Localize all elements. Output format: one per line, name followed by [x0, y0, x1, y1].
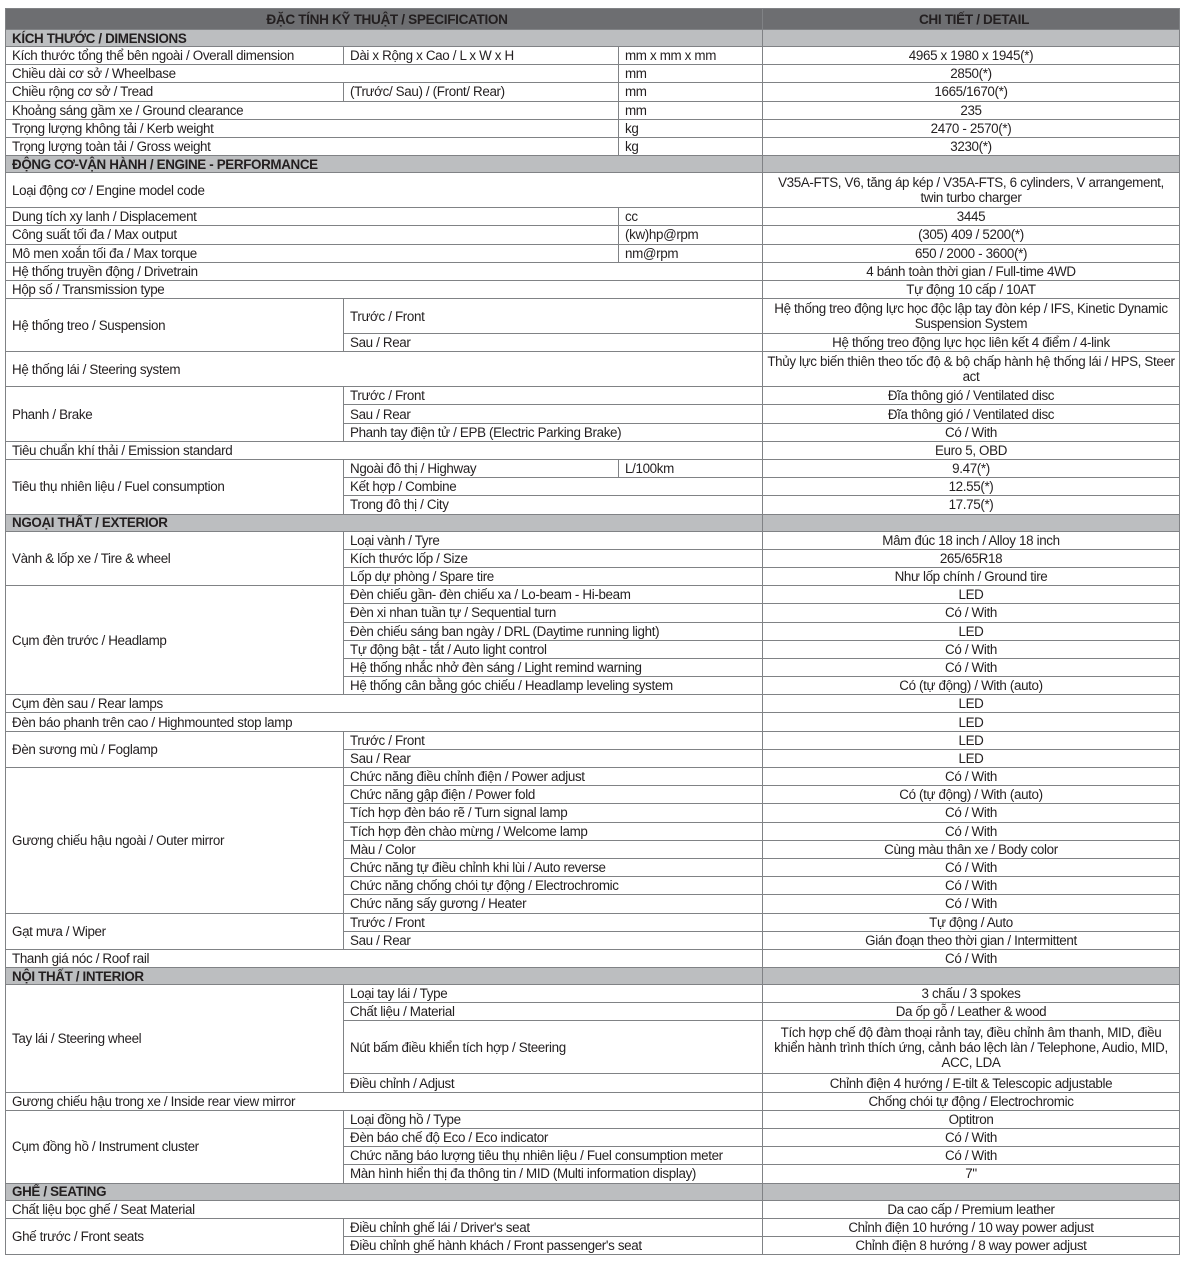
spec-unit: mm: [619, 65, 763, 83]
spec-unit: kg: [619, 137, 763, 155]
spec-detail: Có / With: [763, 858, 1180, 876]
table-row: [6, 713, 1180, 731]
spec-detail: Đĩa thông gió / Ventilated disc: [763, 387, 1180, 405]
section-title: KÍCH THƯỚC / DIMENSIONS: [6, 30, 763, 47]
section-title: ĐỘNG CƠ-VẬN HÀNH / ENGINE - PERFORMANCE: [6, 156, 763, 173]
table-row: [6, 1200, 1180, 1218]
spec-sub: Chất liệu / Material: [344, 1003, 763, 1021]
spec-name: Đèn báo phanh trên cao / Highmounted stop lamp: [6, 713, 763, 731]
spec-name: Hệ thống lái / Steering system: [6, 352, 763, 387]
spec-detail: Tích hợp chế độ đàm thoại rảnh tay, điều chỉnh âm thanh, MID, điều khiển hành trình thích ứng, cảnh báo lệch làn / Telephone, Audio, MID, ACC, LDA: [763, 1021, 1180, 1074]
spec-unit: mm: [619, 101, 763, 119]
table-row: [6, 299, 1180, 334]
spec-detail: 4965 x 1980 x 1945(*): [763, 47, 1180, 65]
spec-name: Ghế trước / Front seats: [6, 1218, 344, 1254]
spec-sub: Loại đồng hồ / Type: [344, 1110, 763, 1128]
spec-unit: mm: [619, 83, 763, 101]
spec-name: Hệ thống truyền động / Drivetrain: [6, 262, 763, 280]
spec-detail: Cùng màu thân xe / Body color: [763, 840, 1180, 858]
spec-detail: Có / With: [763, 949, 1180, 967]
spec-name: Vành & lốp xe / Tire & wheel: [6, 531, 344, 586]
spec-name: Trọng lượng không tải / Kerb weight: [6, 119, 619, 137]
section-header-row: [6, 156, 1180, 173]
spec-sub: Trước / Front: [344, 299, 763, 334]
table-row: [6, 460, 1180, 478]
spec-sub: Loại tay lái / Type: [344, 985, 763, 1003]
spec-detail: Có / With: [763, 604, 1180, 622]
spec-sub: Màu / Color: [344, 840, 763, 858]
spec-detail: Có (tự động) / With (auto): [763, 786, 1180, 804]
detail-column-header: CHI TIẾT / DETAIL: [763, 9, 1180, 30]
spec-detail: Đĩa thông gió / Ventilated disc: [763, 405, 1180, 423]
spec-unit: cc: [619, 208, 763, 226]
spec-detail: Da cao cấp / Premium leather: [763, 1200, 1180, 1218]
spec-detail: Hệ thống treo động lực học liên kết 4 điểm / 4-link: [763, 334, 1180, 352]
spec-sub: Tích hợp đèn chào mừng / Welcome lamp: [344, 822, 763, 840]
table-row: [6, 65, 1180, 83]
spec-name: Tiêu thụ nhiên liệu / Fuel consumption: [6, 460, 344, 515]
table-row: [6, 137, 1180, 155]
section-title: NỘI THẤT / INTERIOR: [6, 968, 763, 985]
spec-sub: Chức năng gập điện / Power fold: [344, 786, 763, 804]
spec-name: Gương chiếu hậu ngoài / Outer mirror: [6, 768, 344, 914]
spec-name: Chiều dài cơ sở / Wheelbase: [6, 65, 619, 83]
spec-name: Hệ thống treo / Suspension: [6, 299, 344, 352]
spec-sub: Đèn báo chế độ Eco / Eco indicator: [344, 1129, 763, 1147]
spec-name: Cụm đèn trước / Headlamp: [6, 586, 344, 695]
spec-name: Trọng lượng toàn tải / Gross weight: [6, 137, 619, 155]
spec-name: Cụm đồng hồ / Instrument cluster: [6, 1110, 344, 1183]
table-row: [6, 226, 1180, 244]
spec-sub: Chức năng chống chói tự động / Electrochromic: [344, 877, 763, 895]
spec-detail: Có / With: [763, 804, 1180, 822]
section-header-row: [6, 514, 1180, 531]
table-row: [6, 913, 1180, 931]
spec-detail: LED: [763, 586, 1180, 604]
table-row: [6, 949, 1180, 967]
spec-sub: Tích hợp đèn báo rẽ / Turn signal lamp: [344, 804, 763, 822]
spec-unit: (kw)hp@rpm: [619, 226, 763, 244]
spec-unit: nm@rpm: [619, 244, 763, 262]
spec-sub: Chức năng tự điều chỉnh khi lùi / Auto reverse: [344, 858, 763, 876]
table-row: [6, 531, 1180, 549]
spec-sub: Trước / Front: [344, 731, 763, 749]
spec-sub: Nút bấm điều khiển tích hợp / Steering: [344, 1021, 763, 1074]
table-header-row: [6, 9, 1180, 30]
spec-detail: 3445: [763, 208, 1180, 226]
spec-name: Phanh / Brake: [6, 387, 344, 442]
spec-name: Chất liệu bọc ghế / Seat Material: [6, 1200, 763, 1218]
spec-detail: Có / With: [763, 822, 1180, 840]
spec-sub: Lốp dự phòng / Spare tire: [344, 567, 763, 585]
spec-sub: Sau / Rear: [344, 749, 763, 767]
spec-name: Tiêu chuẩn khí thải / Emission standard: [6, 441, 763, 459]
spec-name: Thanh giá nóc / Roof rail: [6, 949, 763, 967]
spec-name: Kích thước tổng thể bên ngoài / Overall dimension: [6, 47, 344, 65]
table-row: [6, 985, 1180, 1003]
spec-sub: Ngoài đô thị / Highway: [344, 460, 619, 478]
spec-detail: Có / With: [763, 768, 1180, 786]
spec-detail: Euro 5, OBD: [763, 441, 1180, 459]
section-title: NGOẠI THẤT / EXTERIOR: [6, 514, 763, 531]
section-detail-blank: [763, 1183, 1180, 1200]
spec-detail: 4 bánh toàn thời gian / Full-time 4WD: [763, 262, 1180, 280]
table-row: [6, 731, 1180, 749]
spec-column-header: ĐẶC TÍNH KỸ THUẬT / SPECIFICATION: [6, 9, 763, 30]
section-detail-blank: [763, 30, 1180, 47]
spec-sub: Chức năng báo lượng tiêu thụ nhiên liệu / Fuel consumption meter: [344, 1147, 763, 1165]
spec-sub: Kích thước lốp / Size: [344, 549, 763, 567]
spec-detail: 2470 - 2570(*): [763, 119, 1180, 137]
section-header-row: [6, 1183, 1180, 1200]
spec-detail: LED: [763, 731, 1180, 749]
spec-detail: Tự động 10 cấp / 10AT: [763, 280, 1180, 298]
spec-detail: Có / With: [763, 1129, 1180, 1147]
spec-detail: Có / With: [763, 423, 1180, 441]
spec-detail: Thủy lực biến thiên theo tốc độ & bộ chấp hành hệ thống lái / HPS, Steer act: [763, 352, 1180, 387]
spec-sub: Sau / Rear: [344, 931, 763, 949]
spec-name: Gạt mưa / Wiper: [6, 913, 344, 949]
spec-sub: Đèn chiếu gần- đèn chiếu xa / Lo-beam - Hi-beam: [344, 586, 763, 604]
spec-detail: 17.75(*): [763, 496, 1180, 514]
spec-sub: (Trước/ Sau) / (Front/ Rear): [344, 83, 619, 101]
spec-sub: Chức năng sấy gương / Heater: [344, 895, 763, 913]
spec-detail: 650 / 2000 - 3600(*): [763, 244, 1180, 262]
spec-detail: Optitron: [763, 1110, 1180, 1128]
table-row: [6, 1218, 1180, 1236]
spec-detail: Hệ thống treo động lực học độc lập tay đòn kép / IFS, Kinetic Dynamic Suspension System: [763, 299, 1180, 334]
spec-name: Khoảng sáng gầm xe / Ground clearance: [6, 101, 619, 119]
spec-sub: Đèn xi nhan tuần tự / Sequential turn: [344, 604, 763, 622]
table-row: [6, 1110, 1180, 1128]
spec-detail: Có / With: [763, 877, 1180, 895]
spec-detail: 3 chấu / 3 spokes: [763, 985, 1180, 1003]
spec-detail: Da ốp gỗ / Leather & wood: [763, 1003, 1180, 1021]
table-row: [6, 586, 1180, 604]
spec-detail: Có / With: [763, 658, 1180, 676]
spec-unit: kg: [619, 119, 763, 137]
table-row: [6, 173, 1180, 208]
table-row: [6, 208, 1180, 226]
spec-detail: Chỉnh điện 10 hướng / 10 way power adjust: [763, 1218, 1180, 1236]
spec-name: Gương chiếu hậu trong xe / Inside rear view mirror: [6, 1092, 763, 1110]
spec-table: [5, 8, 1180, 1255]
spec-detail: Gián đoạn theo thời gian / Intermittent: [763, 931, 1180, 949]
spec-sub: Loại vành / Tyre: [344, 531, 763, 549]
spec-detail: 12.55(*): [763, 478, 1180, 496]
spec-sub: Sau / Rear: [344, 405, 763, 423]
spec-name: Chiều rộng cơ sở / Tread: [6, 83, 344, 101]
spec-sub: Điều chỉnh ghế lái / Driver's seat: [344, 1218, 763, 1236]
table-row: [6, 280, 1180, 298]
spec-detail: LED: [763, 695, 1180, 713]
spec-detail: LED: [763, 749, 1180, 767]
spec-detail: 9.47(*): [763, 460, 1180, 478]
spec-detail: 235: [763, 101, 1180, 119]
spec-detail: V35A-FTS, V6, tăng áp kép / V35A-FTS, 6 cylinders, V arrangement, twin turbo charger: [763, 173, 1180, 208]
section-detail-blank: [763, 156, 1180, 173]
spec-detail: Có / With: [763, 895, 1180, 913]
spec-name: Mô men xoắn tối đa / Max torque: [6, 244, 619, 262]
spec-detail: LED: [763, 713, 1180, 731]
spec-sub: Kết hợp / Combine: [344, 478, 763, 496]
spec-detail: Chỉnh điện 8 hướng / 8 way power adjust: [763, 1236, 1180, 1254]
table-row: [6, 47, 1180, 65]
spec-sub: Điều chỉnh / Adjust: [344, 1074, 763, 1092]
spec-detail: Như lốp chính / Ground tire: [763, 567, 1180, 585]
spec-detail: 1665/1670(*): [763, 83, 1180, 101]
spec-sub: Chức năng điều chỉnh điện / Power adjust: [344, 768, 763, 786]
spec-name: Hộp số / Transmission type: [6, 280, 763, 298]
spec-sub: Sau / Rear: [344, 334, 763, 352]
section-header-row: [6, 30, 1180, 47]
section-title: GHẾ / SEATING: [6, 1183, 763, 1200]
spec-name: Dung tích xy lanh / Displacement: [6, 208, 619, 226]
table-row: [6, 1092, 1180, 1110]
spec-sub: Hệ thống nhắc nhở đèn sáng / Light remind warning: [344, 658, 763, 676]
table-row: [6, 244, 1180, 262]
spec-sub: Trước / Front: [344, 387, 763, 405]
spec-detail: Tự động / Auto: [763, 913, 1180, 931]
spec-table-body: [6, 30, 1180, 1255]
spec-name: Tay lái / Steering wheel: [6, 985, 344, 1093]
table-row: [6, 441, 1180, 459]
spec-sub: Hệ thống cân bằng góc chiếu / Headlamp leveling system: [344, 677, 763, 695]
spec-detail: Có / With: [763, 1147, 1180, 1165]
spec-detail: Chống chói tự động / Electrochromic: [763, 1092, 1180, 1110]
spec-detail: Có / With: [763, 640, 1180, 658]
spec-detail: Mâm đúc 18 inch / Alloy 18 inch: [763, 531, 1180, 549]
spec-detail: LED: [763, 622, 1180, 640]
table-row: [6, 101, 1180, 119]
table-row: [6, 768, 1180, 786]
spec-name: Cụm đèn sau / Rear lamps: [6, 695, 763, 713]
table-row: [6, 83, 1180, 101]
table-row: [6, 352, 1180, 387]
spec-detail: 7": [763, 1165, 1180, 1183]
spec-sub: Dài x Rộng x Cao / L x W x H: [344, 47, 619, 65]
section-detail-blank: [763, 514, 1180, 531]
spec-detail: 265/65R18: [763, 549, 1180, 567]
spec-detail: 3230(*): [763, 137, 1180, 155]
spec-name: Loại động cơ / Engine model code: [6, 173, 763, 208]
spec-name: Công suất tối đa / Max output: [6, 226, 619, 244]
section-header-row: [6, 968, 1180, 985]
spec-detail: Chỉnh điện 4 hướng / E-tilt & Telescopic adjustable: [763, 1074, 1180, 1092]
spec-unit: mm x mm x mm: [619, 47, 763, 65]
table-row: [6, 387, 1180, 405]
spec-sub: Trước / Front: [344, 913, 763, 931]
spec-name: Đèn sương mù / Foglamp: [6, 731, 344, 767]
spec-sub: Màn hình hiển thị đa thông tin / MID (Multi information display): [344, 1165, 763, 1183]
spec-unit: L/100km: [619, 460, 763, 478]
table-row: [6, 695, 1180, 713]
section-detail-blank: [763, 968, 1180, 985]
table-row: [6, 119, 1180, 137]
spec-sub: Điều chỉnh ghế hành khách / Front passenger's seat: [344, 1236, 763, 1254]
spec-sub: Đèn chiếu sáng ban ngày / DRL (Daytime running light): [344, 622, 763, 640]
spec-sub: Trong đô thị / City: [344, 496, 763, 514]
spec-detail: (305) 409 / 5200(*): [763, 226, 1180, 244]
spec-detail: Có (tự động) / With (auto): [763, 677, 1180, 695]
spec-detail: 2850(*): [763, 65, 1180, 83]
spec-sub: Tự động bật - tắt / Auto light control: [344, 640, 763, 658]
table-row: [6, 262, 1180, 280]
spec-sub: Phanh tay điện tử / EPB (Electric Parking Brake): [344, 423, 763, 441]
